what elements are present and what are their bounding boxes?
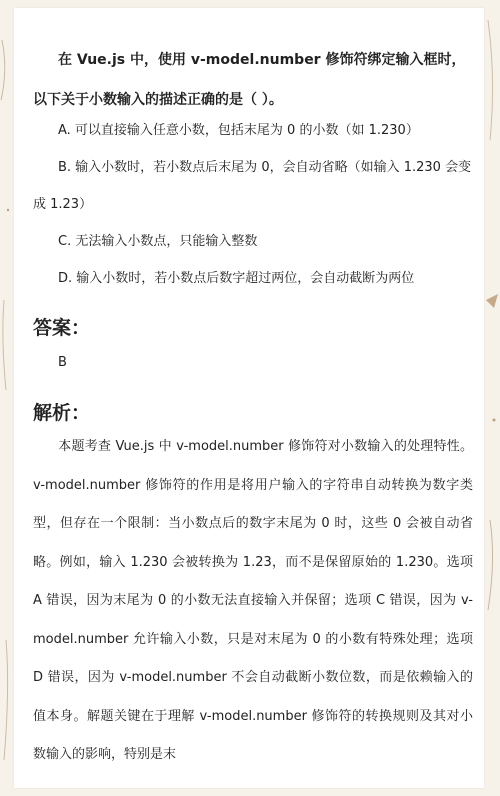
option-b-text: B. 输入小数时，若小数点后末尾为 0，会自动省略（如输入 1.230 会变成 1.23）: [33, 160, 472, 212]
option-b: [33, 149, 473, 223]
option-a: [33, 112, 473, 149]
answer-heading: 答案：: [33, 317, 91, 339]
question-title-text: 在 Vue.js 中，使用 v-model.number 修饰符绑定输入框时，以下关于小数输入的描述正确的是（ ）。: [33, 52, 466, 108]
option-a-text: A. 可以直接输入任意小数，包括末尾为 0 的小数（如 1.230）: [58, 123, 419, 138]
option-c-text: C. 无法输入小数点，只能输入整数: [58, 234, 258, 249]
analysis-body: 本题考查 Vue.js 中 v-model.number 修饰符对小数输入的处理特性。v-model.number 修饰符的作用是将用户输入的字符串自动转换为数字类型，但存在一个限制：当小数点后的数字末尾为 0 时，这些 0 会被自动省略。例如，输入 1.230 会被转换为 1.23，而不是保留原始的 1.230。选项 A 错误，因为末尾为 0 的小数无法直接输入并保留；选项 C 错误，因为 v-model.number 允许输入小数，只是对末尾为 0 的小数有特殊处理；选项 D 错误，因为 v-model.number 不会自动截断小数位数，而是依赖输入的值本身。解题关键在于理解 v-model.number 修饰符的转换规则及其对小数输入的影响，特别是末: [33, 439, 473, 762]
option-d: [33, 260, 473, 297]
option-d-text: D. 输入小数时，若小数点后数字超过两位，会自动截断为两位: [58, 271, 415, 286]
answer-value: B: [58, 355, 67, 370]
analysis-heading: 解析：: [33, 402, 91, 424]
analysis-text: [33, 428, 473, 775]
option-c: [33, 223, 473, 260]
question-title: [33, 40, 473, 120]
